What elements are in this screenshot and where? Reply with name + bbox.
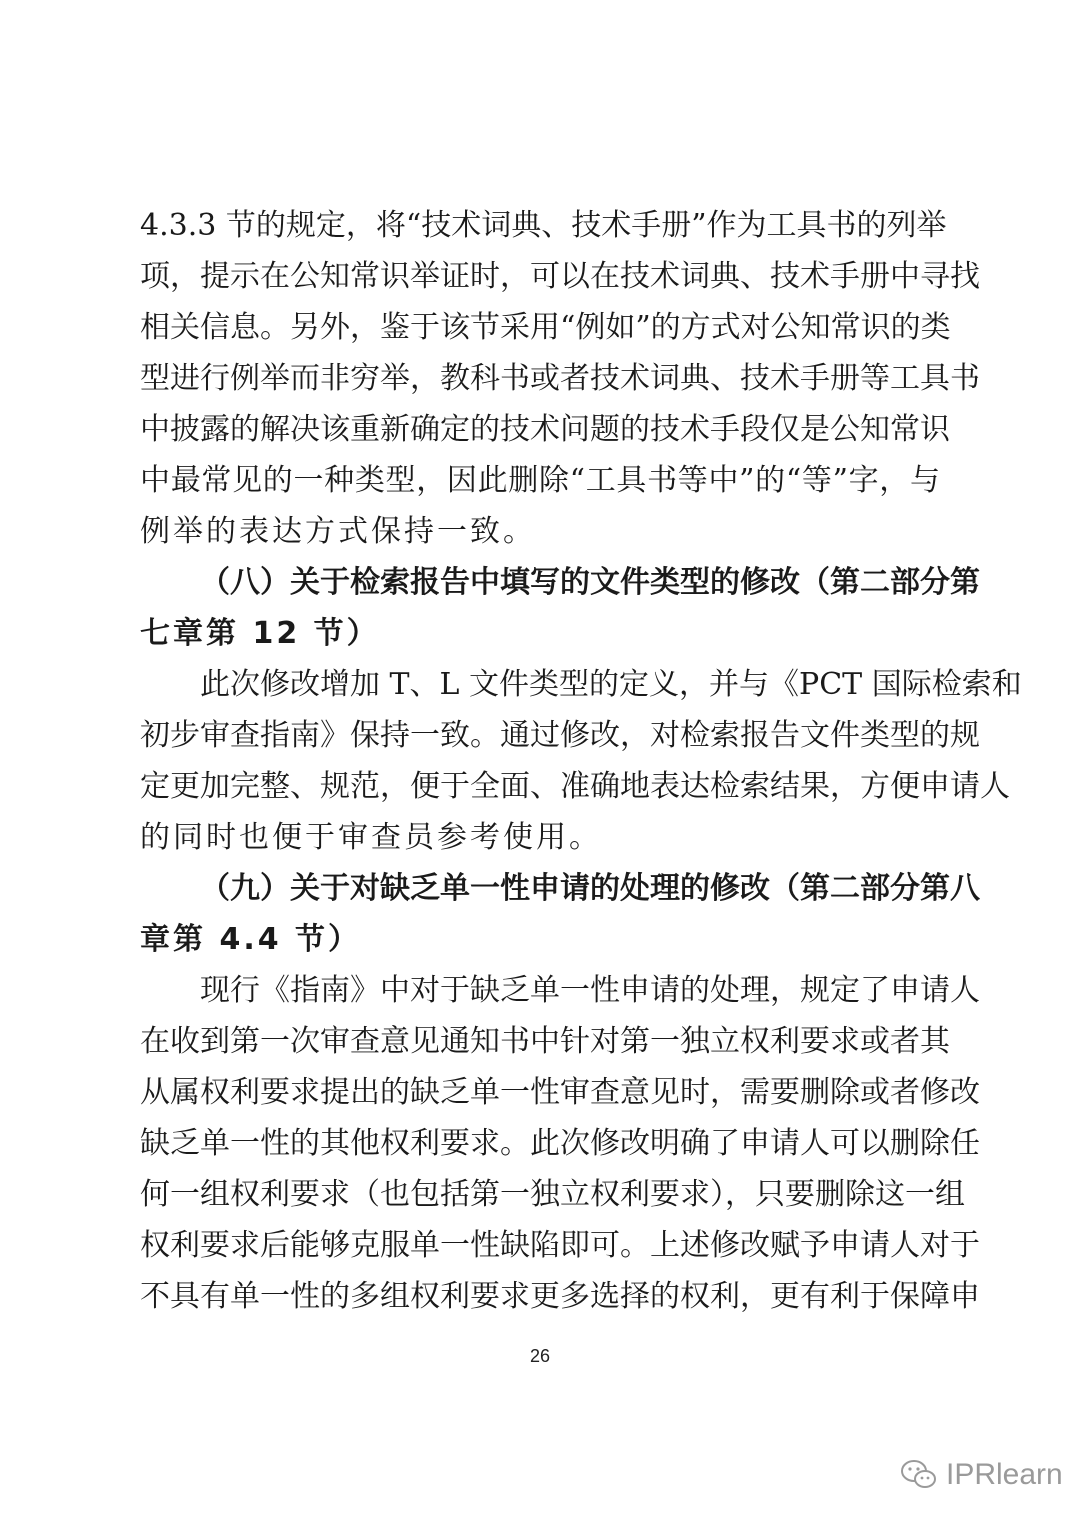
body-line: 缺乏单一性的其他权利要求。此次修改明确了申请人可以删除任 xyxy=(140,1126,980,1161)
body-line: 在收到第一次审查意见通知书中针对第一独立权利要求或者其 xyxy=(140,1024,950,1059)
body-line: 权利要求后能够克服单一性缺陷即可。上述修改赋予申请人对于 xyxy=(140,1228,980,1263)
body-line: 例举的表达方式保持一致。 xyxy=(140,514,536,549)
body-line: 初步审查指南》保持一致。通过修改，对检索报告文件类型的规 xyxy=(140,718,980,753)
wechat-icon xyxy=(900,1459,938,1491)
page-number: 26 xyxy=(529,1346,551,1366)
body-line: 型进行例举而非穷举，教科书或者技术词典、技术手册等工具书 xyxy=(140,361,980,396)
body-line: 中披露的解决该重新确定的技术问题的技术手段仅是公知常识 xyxy=(140,412,950,447)
body-line: 的同时也便于审查员参考使用。 xyxy=(140,820,602,855)
body-line: 定更加完整、规范，便于全面、准确地表达检索结果，方便申请人 xyxy=(140,769,1010,804)
watermark-text: IPRlearn xyxy=(946,1458,1063,1491)
body-line: 相关信息。另外，鉴于该节采用“例如”的方式对公知常识的类 xyxy=(140,310,951,345)
body-line: 中最常见的一种类型，因此删除“工具书等中”的“等”字，与 xyxy=(140,463,940,498)
body-line: 现行《指南》中对于缺乏单一性申请的处理，规定了申请人 xyxy=(200,973,980,1008)
body-line: 从属权利要求提出的缺乏单一性审查意见时，需要删除或者修改 xyxy=(140,1075,980,1110)
section-heading: 章第 4.4 节） xyxy=(140,922,362,957)
body-line: 此次修改增加 T、L 文件类型的定义，并与《PCT 国际检索和 xyxy=(200,667,1022,702)
body-line: 项，提示在公知常识举证时，可以在技术词典、技术手册中寻找 xyxy=(140,259,980,294)
section-heading: （八）关于检索报告中填写的文件类型的修改（第二部分第 xyxy=(200,565,980,600)
body-line: 不具有单一性的多组权利要求更多选择的权利，更有利于保障申 xyxy=(140,1279,980,1314)
body-line: 何一组权利要求（也包括第一独立权利要求），只要删除这一组 xyxy=(140,1177,965,1212)
watermark xyxy=(900,1455,1063,1495)
section-heading: （九）关于对缺乏单一性申请的处理的修改（第二部分第八 xyxy=(200,871,980,906)
body-line: 4.3.3 节的规定，将“技术词典、技术手册”作为工具书的列举 xyxy=(140,208,947,243)
section-heading: 七章第 12 节） xyxy=(140,616,380,651)
